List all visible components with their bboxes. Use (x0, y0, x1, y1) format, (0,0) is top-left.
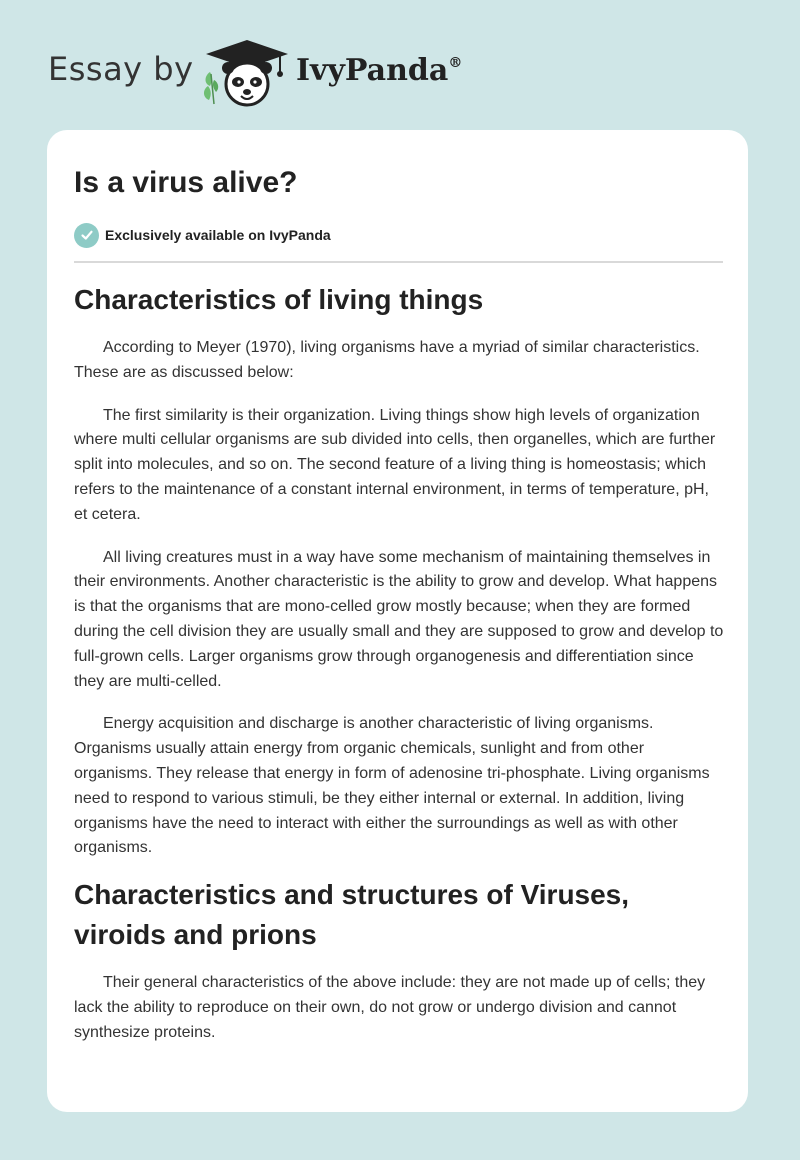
paragraph-1: According to Meyer (1970), living organisms have a myriad of similar characteristics. These are as discussed below: (74, 339, 700, 381)
check-icon (80, 228, 94, 242)
essay-content (74, 280, 725, 1046)
paragraph-2: The first similarity is their organization. Living things show high levels of organization where multi cellular organisms are sub divided into cells, then organelles, which are further split into molecules, and so on. The second feature of a living thing is homeostasis; which refers to the maintenance of a constant internal environment, in terms of temperature, pH, et cetera. (74, 406, 716, 523)
title-divider (74, 261, 723, 263)
site-header (0, 0, 800, 130)
section-heading-viruses: Characteristics and structures of Viruses, viroids and prions (74, 879, 630, 951)
check-badge (74, 223, 99, 248)
exclusive-badge (74, 222, 331, 248)
essay-by-label: Essay by (48, 50, 194, 88)
exclusive-label: Exclusively available on IvyPanda (105, 227, 331, 243)
registered-mark: ® (448, 55, 463, 71)
paragraph-5: Their general characteristics of the above include: they are not made up of cells; they lack the ability to reproduce on their own, do not grow or undergo division and cannot synthesize proteins. (74, 974, 706, 1041)
paragraph-3: All living creatures must in a way have some mechanism of maintaining themselves in their environments. Another characteristic is the ability to grow and develop. What happens is that the organisms that are mono-celled grow mostly because; when they are formed during the cell division they are usually small and they are supposed to grow and develop to full-grown cells. Larger organisms grow through organogenesis and differentiation since they are multi-celled. (74, 548, 724, 690)
paragraph-4: Energy acquisition and discharge is another characteristic of living organisms. Organisms usually attain energy from organic chemicals, sunlight and from other organisms. They release that energy in form of adenosine tri-phosphate. Living organisms need to respond to various stimuli, be they either internal or external. In addition, living organisms have the need to interact with either the surroundings as well as with other organisms. (74, 715, 710, 857)
brand-name[interactable]: IvyPanda® (296, 53, 463, 88)
essay-card (47, 130, 748, 1112)
panda-graduate-logo-icon[interactable] (202, 38, 292, 108)
section-heading-living-things: Characteristics of living things (74, 284, 484, 315)
page-title: Is a virus alive? (74, 166, 298, 199)
